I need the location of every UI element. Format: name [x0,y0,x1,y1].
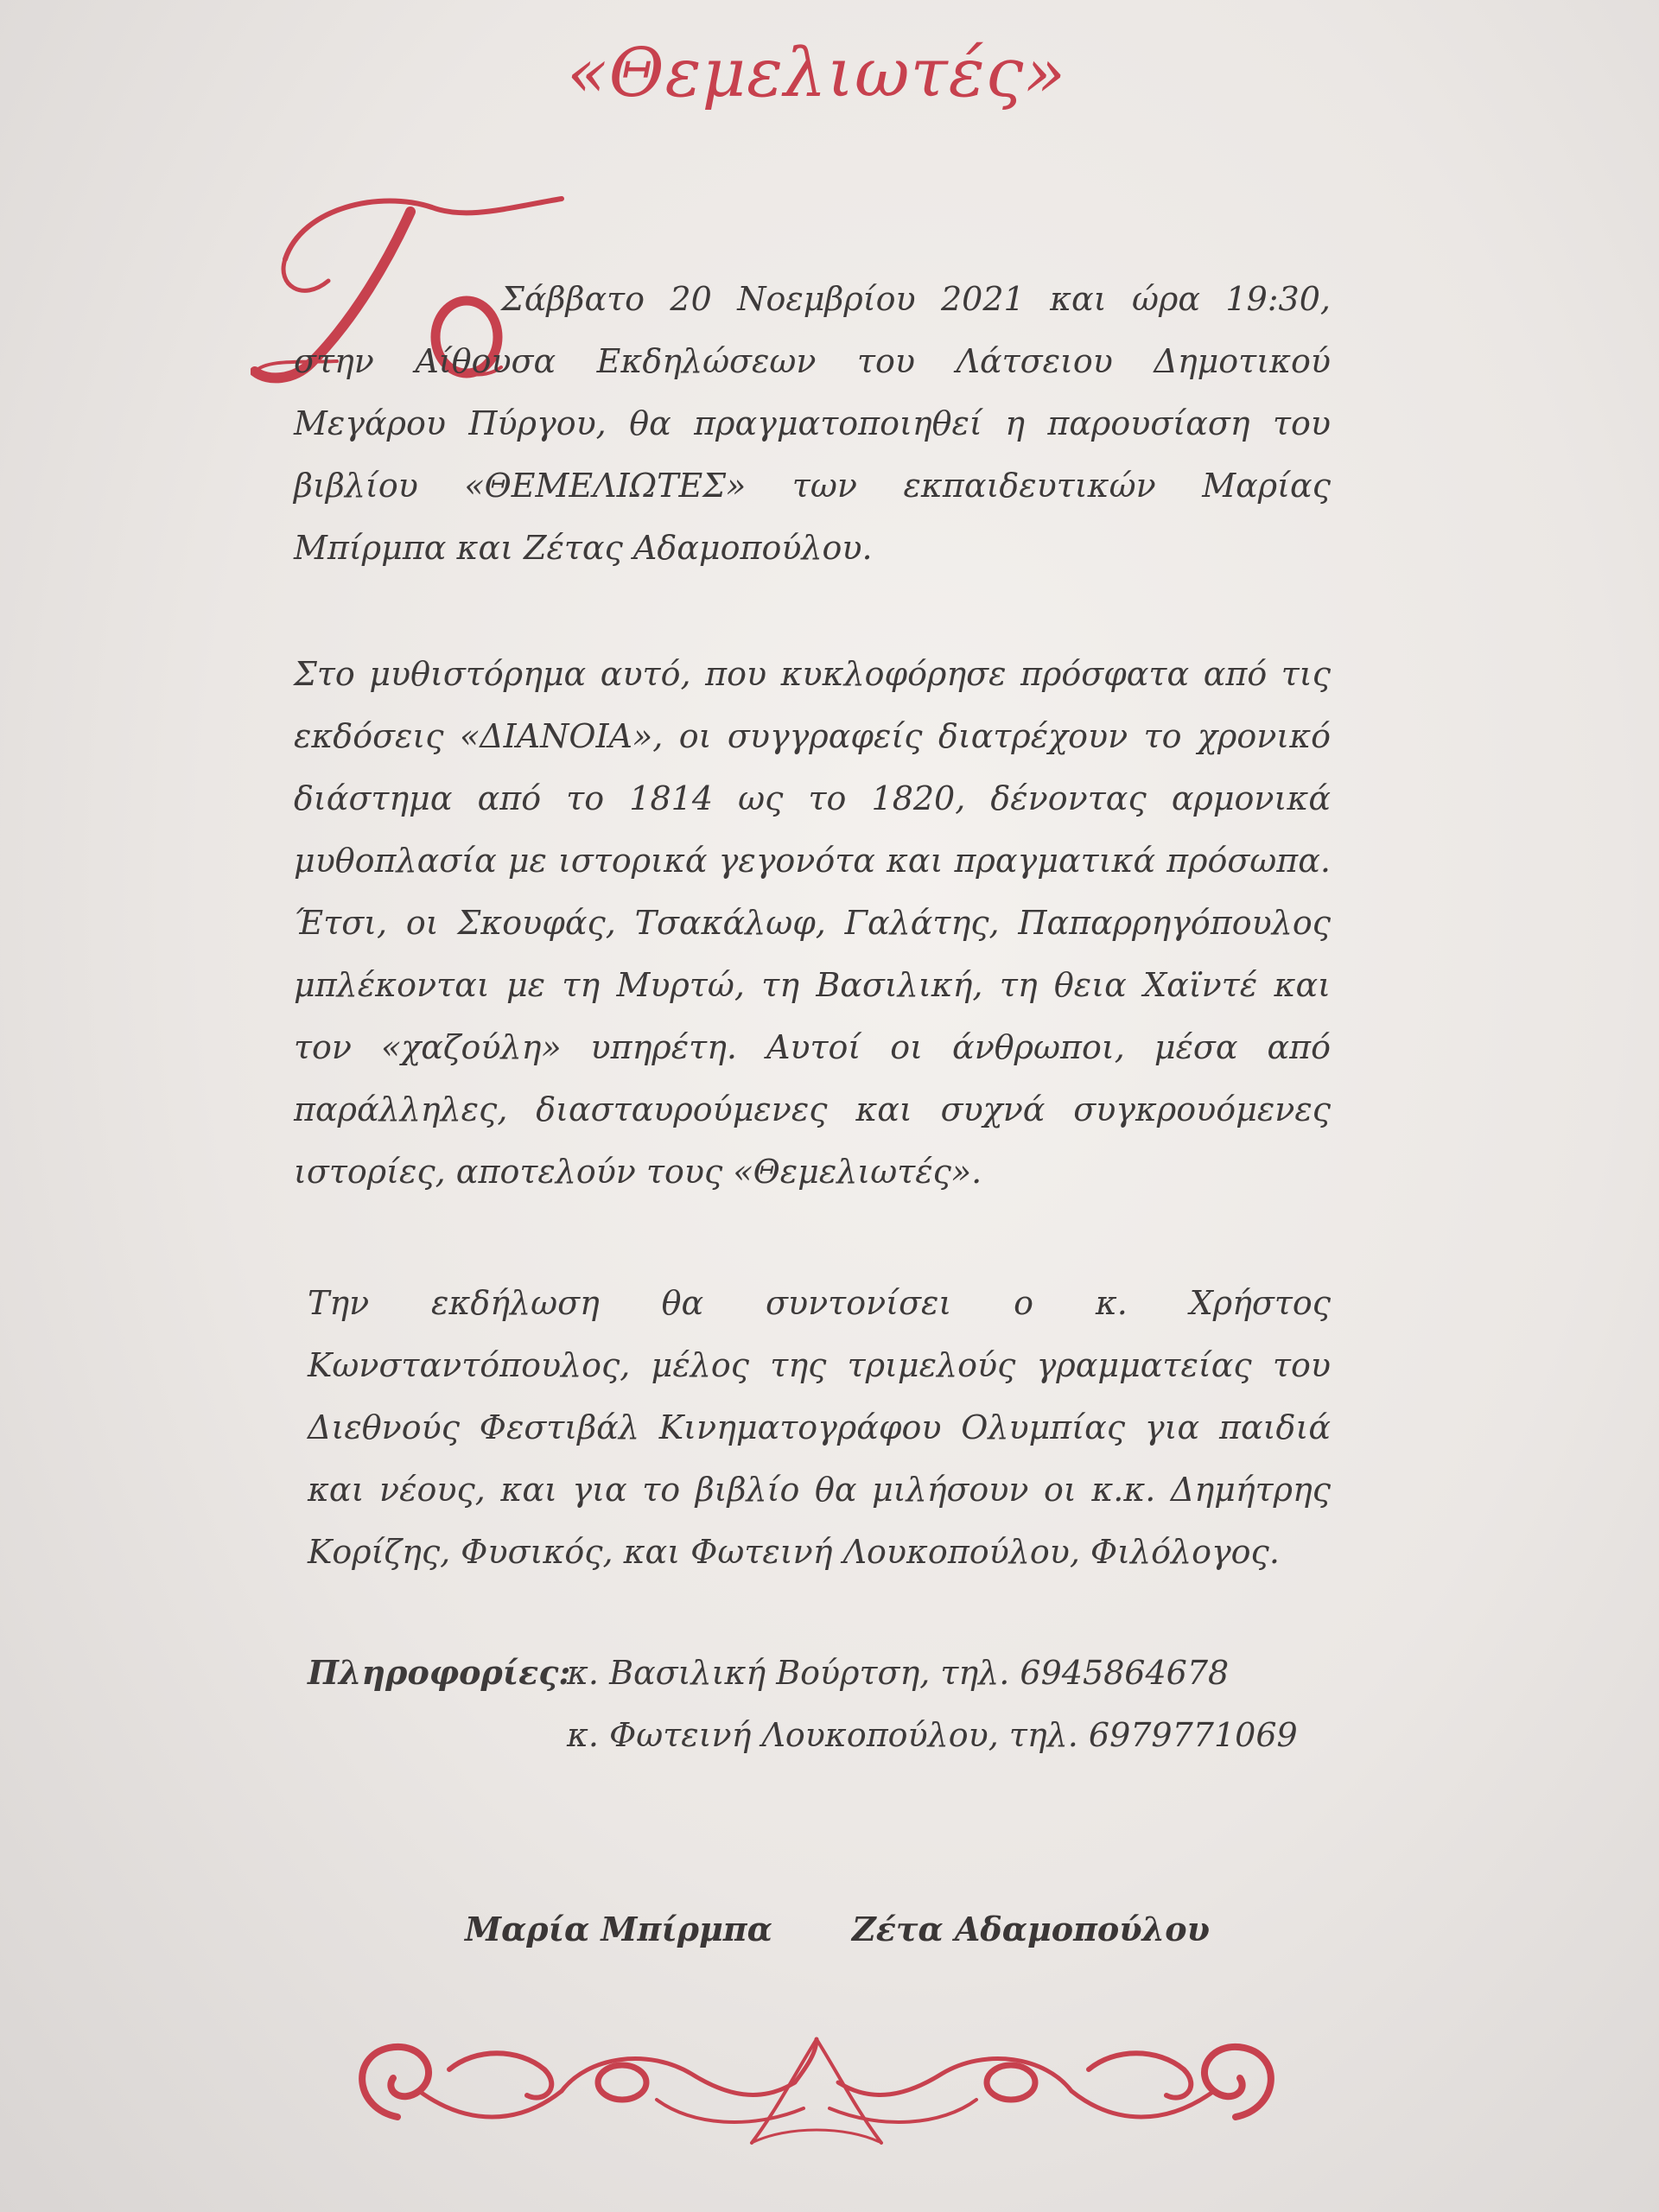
paragraph-event-details: Σάββατο 20 Νοεμβρίου 2021 και ώρα 19:30, στην Αίθουσα Εκδηλώσεων του Λάτσειου Δημοτικού Μεγάρου Πύργου, θα πραγματοποιηθεί η παρουσίαση του βιβλίου «ΘΕΜΕΛΙΩΤΕΣ» των εκπαιδευτικών Μαρίας Μπίρμπα και Ζέτας Αδαμοπούλου. [294,280,1331,567]
paragraph-book-description: Στο μυθιστόρημα αυτό, που κυκλοφόρησε πρόσφατα από τις εκδόσεις «ΔΙΑΝΟΙΑ», οι συγγραφείς διατρέχουν το χρονικό διάστημα από το 1814 ως το 1820, δένοντας αρμονικά μυθοπλασία με ιστορικά γεγονότα και πραγματικά πρόσωπα. Έτσι, οι Σκουφάς, Τσακάλωφ, Γαλάτης, Παπαρρηγόπουλος μπλέκονται με τη Μυρτώ, τη Βασιλική, τη θεια Χαϊντέ και τον «χαζούλη» υπηρέτη. Αυτοί οι άνθρωποι, μέσα από παράλληλες, διασταυρούμενες και συχνά συγκρουόμενες ιστορίες, αποτελούν τους «Θεμελιωτές». [294,655,1331,1191]
flourish-ornament-icon [346,2022,1287,2152]
signature-author-1: Μαρία Μπίρμπα [465,1910,772,1948]
contact-line-2: κ. Φωτεινή Λουκοπούλου, τηλ. 6979771069 [567,1716,1298,1754]
paragraph-speakers: Την εκδήλωση θα συντονίσει ο κ. Χρήστος Κωνσταντόπουλος, μέλος της τριμελούς γραμματείας του Διεθνούς Φεστιβάλ Κινηματογράφου Ολυμπίας για παιδιά και νέους, και για το βιβλίο θα μιλήσουν οι κ.κ. Δημήτρης Κορίζης, Φυσικός, και Φωτεινή Λουκοπούλου, Φιλόλογος. [308,1284,1331,1571]
signature-author-2: Ζέτα Αδαμοπούλου [852,1910,1210,1948]
page-title: «Θεμελιωτές» [566,35,1067,112]
contact-line-1: κ. Βασιλική Βούρτση, τηλ. 6945864678 [567,1654,1230,1692]
contact-label: Πληροφορίες: [308,1653,571,1692]
